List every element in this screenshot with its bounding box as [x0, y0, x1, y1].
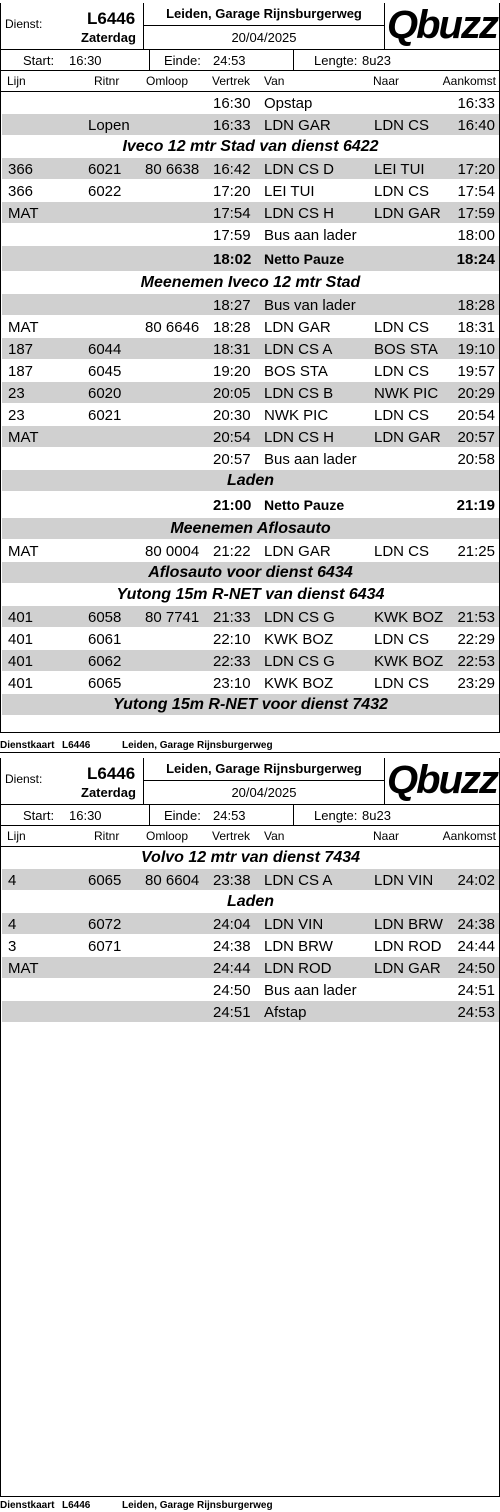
omloop-cell: 80 7741 — [145, 609, 200, 626]
naar-cell: LDN GAR — [374, 205, 441, 222]
omloop-cell: 80 0004 — [145, 543, 200, 560]
van-cell: LDN CS D — [264, 161, 335, 178]
lijn-cell: 401 — [8, 675, 34, 692]
einde-label: Einde: — [164, 808, 201, 823]
col-lijn: Lijn — [7, 829, 26, 843]
header-block — [0, 758, 500, 805]
times-bar — [0, 50, 500, 71]
section-heading: Iveco 12 mtr Stad van dienst 6422 — [122, 138, 379, 155]
ritnr-cell: 6022 — [88, 183, 122, 200]
ritnr-cell: 6062 — [88, 653, 122, 670]
vertrek-cell: 23:10 — [213, 675, 251, 692]
section-heading: Meenemen Iveco 12 mtr Stad — [140, 274, 361, 291]
trip-row — [2, 426, 499, 447]
column-headers — [0, 71, 500, 92]
lijn-cell: 187 — [8, 341, 34, 358]
trip-row — [2, 672, 499, 693]
van-cell: Netto Pauze — [264, 497, 345, 513]
aankomst-cell: 20:57 — [457, 429, 495, 446]
lijn-cell: 23 — [8, 407, 25, 424]
aankomst-cell: 24:02 — [457, 872, 495, 889]
van-cell: Bus aan lader — [264, 982, 357, 999]
aankomst-cell: 22:29 — [457, 631, 495, 648]
schedule-body — [0, 91, 500, 733]
lijn-cell: MAT — [8, 429, 39, 446]
times-bar — [0, 805, 500, 826]
vertrek-cell: 21:00 — [213, 497, 252, 514]
vertrek-cell: 24:50 — [213, 982, 251, 999]
trip-row — [2, 979, 499, 1000]
trip-row — [2, 114, 499, 135]
einde-label: Einde: — [164, 53, 201, 68]
vertrek-cell: 16:33 — [213, 117, 251, 134]
van-cell: LDN CS B — [264, 385, 334, 402]
van-cell: Bus aan lader — [264, 227, 357, 244]
vertrek-cell: 20:57 — [213, 451, 251, 468]
section-heading: Yutong 15m R-NET voor dienst 7432 — [2, 694, 499, 715]
aankomst-cell: 22:53 — [457, 653, 495, 670]
vertrek-cell: 19:20 — [213, 363, 251, 380]
van-cell: NWK PIC — [264, 407, 329, 424]
trip-row — [2, 628, 499, 649]
vertrek-cell: 21:22 — [213, 543, 251, 560]
col-ritnr: Ritnr — [94, 74, 120, 88]
lijn-cell: 3 — [8, 938, 17, 955]
aankomst-cell: 18:31 — [457, 319, 495, 336]
aankomst-cell: 20:29 — [457, 385, 495, 402]
vertrek-cell: 20:05 — [213, 385, 251, 402]
col-naar: Naar — [373, 74, 400, 88]
trip-row — [2, 158, 499, 179]
vertrek-cell: 16:30 — [213, 95, 251, 112]
dienst-label: Dienst: — [5, 772, 43, 786]
col-lijn: Lijn — [7, 74, 26, 88]
aankomst-cell: 16:33 — [457, 95, 495, 112]
lijn-cell: 187 — [8, 363, 34, 380]
van-cell: KWK BOZ — [264, 675, 334, 692]
naar-cell: LDN CS — [374, 543, 430, 560]
pause-row — [2, 246, 499, 271]
aankomst-cell: 20:54 — [457, 407, 495, 424]
lijn-cell: MAT — [8, 319, 39, 336]
lijn-cell: 4 — [8, 916, 17, 933]
aankomst-cell: 19:10 — [457, 341, 495, 358]
omloop-cell: 80 6604 — [145, 872, 200, 889]
vertrek-cell: 18:02 — [213, 251, 252, 268]
vertrek-cell: 22:33 — [213, 653, 251, 670]
lijn-cell: 401 — [8, 653, 34, 670]
van-cell: LDN VIN — [264, 916, 324, 933]
van-cell: LDN CS A — [264, 872, 333, 889]
col-aankomst: Aankomst — [442, 74, 496, 88]
aankomst-cell: 24:38 — [457, 916, 495, 933]
location-title: Leiden, Garage Rijnsburgerweg — [143, 758, 385, 781]
van-cell: LDN CS G — [264, 609, 335, 626]
section-heading: Laden — [2, 470, 499, 491]
col-vertrek: Vertrek — [212, 74, 251, 88]
lijn-cell: MAT — [8, 960, 39, 977]
aankomst-cell: 19:57 — [457, 363, 495, 380]
trip-row — [2, 935, 499, 956]
trip-row — [2, 338, 499, 359]
ritnr-cell: 6045 — [88, 363, 122, 380]
naar-cell: LDN GAR — [374, 429, 441, 446]
dienst-code: L6446 — [87, 764, 136, 783]
aankomst-cell: 24:53 — [457, 1004, 495, 1021]
aankomst-cell: 21:53 — [457, 609, 495, 626]
ritnr-cell: 6058 — [88, 609, 122, 626]
trip-row — [2, 92, 499, 113]
ritnr-cell: Lopen — [88, 117, 130, 134]
aankomst-cell: 23:29 — [457, 675, 495, 692]
omloop-cell: 80 6646 — [145, 319, 200, 336]
day-label: Zaterdag — [81, 785, 136, 800]
footer-location: Leiden, Garage Rijnsburgerweg — [122, 1500, 273, 1511]
footer-label: Dienstkaart — [0, 1500, 55, 1511]
van-cell: BOS STA — [264, 363, 328, 380]
naar-cell: LDN CS — [374, 183, 430, 200]
van-cell: LDN CS A — [264, 341, 333, 358]
lijn-cell: 366 — [8, 183, 34, 200]
ritnr-cell: 6021 — [88, 407, 122, 424]
trip-row — [2, 202, 499, 223]
van-cell: LDN CS H — [264, 205, 335, 222]
section-heading: Meenemen Aflosauto — [2, 518, 499, 539]
naar-cell: LDN CS — [374, 631, 430, 648]
section-heading: Yutong 15m R-NET van dienst 6434 — [116, 586, 385, 603]
van-cell: Netto Pauze — [264, 251, 345, 267]
trip-row — [2, 180, 499, 201]
naar-cell: LEI TUI — [374, 161, 425, 178]
trip-row — [2, 404, 499, 425]
col-aankomst: Aankomst — [442, 829, 496, 843]
naar-cell: LDN CS — [374, 363, 430, 380]
dienst-label: Dienst: — [5, 17, 43, 31]
aankomst-cell: 20:58 — [457, 451, 495, 468]
ritnr-cell: 6044 — [88, 341, 122, 358]
van-cell: LDN CS H — [264, 429, 335, 446]
trip-row — [2, 869, 499, 890]
section-heading: Volvo 12 mtr van dienst 7434 — [140, 849, 361, 866]
trip-row — [2, 224, 499, 245]
col-vertrek: Vertrek — [212, 829, 251, 843]
van-cell: Opstap — [264, 95, 313, 112]
naar-cell: BOS STA — [374, 341, 438, 358]
naar-cell: NWK PIC — [374, 385, 439, 402]
ritnr-cell: 6021 — [88, 161, 122, 178]
lengte-value: 8u23 — [362, 808, 391, 823]
ritnr-cell: 6071 — [88, 938, 122, 955]
start-label: Start: — [23, 53, 55, 68]
trip-row — [2, 382, 499, 403]
aankomst-cell: 24:50 — [457, 960, 495, 977]
naar-cell: LDN ROD — [374, 938, 442, 955]
van-cell: LDN GAR — [264, 543, 331, 560]
lengte-label: Lengte: — [314, 53, 358, 68]
column-headers — [0, 826, 500, 847]
footer-code: L6446 — [62, 1500, 91, 1511]
col-naar: Naar — [373, 829, 400, 843]
vertrek-cell: 17:59 — [213, 227, 251, 244]
footer-code: L6446 — [62, 740, 91, 751]
location-title: Leiden, Garage Rijnsburgerweg — [143, 3, 385, 26]
trip-row — [2, 913, 499, 934]
aankomst-cell: 24:51 — [457, 982, 495, 999]
vertrek-cell: 17:54 — [213, 205, 251, 222]
lijn-cell: MAT — [8, 205, 39, 222]
van-cell: LDN CS G — [264, 653, 335, 670]
lengte-label: Lengte: — [314, 808, 358, 823]
lengte-value: 8u23 — [362, 53, 391, 68]
section-heading: Laden — [226, 893, 275, 910]
vertrek-cell: 24:04 — [213, 916, 251, 933]
start-value: 16:30 — [69, 53, 102, 68]
aankomst-cell: 17:20 — [457, 161, 495, 178]
van-cell: LDN GAR — [264, 319, 331, 336]
aankomst-cell: 18:24 — [456, 251, 495, 268]
aankomst-cell: 17:54 — [457, 183, 495, 200]
lijn-cell: MAT — [8, 543, 39, 560]
vertrek-cell: 20:30 — [213, 407, 251, 424]
date-value: 20/04/2025 — [143, 781, 385, 804]
qbuzz-logo: Qbuzz — [387, 758, 497, 802]
ritnr-cell: 6061 — [88, 631, 122, 648]
van-cell: Afstap — [264, 1004, 307, 1021]
vertrek-cell: 18:28 — [213, 319, 251, 336]
lijn-cell: 4 — [8, 872, 17, 889]
aankomst-cell: 16:40 — [457, 117, 495, 134]
lijn-cell: 401 — [8, 631, 34, 648]
vertrek-cell: 17:20 — [213, 183, 251, 200]
ritnr-cell: 6072 — [88, 916, 122, 933]
vertrek-cell: 21:33 — [213, 609, 251, 626]
col-omloop: Omloop — [146, 74, 189, 88]
aankomst-cell: 18:00 — [457, 227, 495, 244]
dienst-code: L6446 — [87, 9, 136, 28]
date-value: 20/04/2025 — [143, 26, 385, 49]
naar-cell: LDN VIN — [374, 872, 434, 889]
header-block — [0, 3, 500, 50]
van-cell: LDN ROD — [264, 960, 332, 977]
lijn-cell: 23 — [8, 385, 25, 402]
trip-row — [2, 448, 499, 469]
trip-row — [2, 540, 499, 561]
vertrek-cell: 24:44 — [213, 960, 251, 977]
aankomst-cell: 24:44 — [457, 938, 495, 955]
naar-cell: LDN CS — [374, 675, 430, 692]
aankomst-cell: 21:25 — [457, 543, 495, 560]
vertrek-cell: 24:38 — [213, 938, 251, 955]
page-divider — [0, 752, 500, 753]
naar-cell: LDN BRW — [374, 916, 443, 933]
trip-row — [2, 360, 499, 381]
lijn-cell: 401 — [8, 609, 34, 626]
pause-row — [2, 492, 499, 517]
ritnr-cell: 6065 — [88, 872, 122, 889]
naar-cell: KWK BOZ — [374, 653, 444, 670]
trip-row — [2, 1001, 499, 1022]
ritnr-cell: 6020 — [88, 385, 122, 402]
col-omloop: Omloop — [146, 829, 189, 843]
naar-cell: LDN CS — [374, 407, 430, 424]
trip-row — [2, 606, 499, 627]
vertrek-cell: 16:42 — [213, 161, 251, 178]
aankomst-cell: 21:19 — [456, 497, 495, 514]
van-cell: Bus van lader — [264, 297, 356, 314]
vertrek-cell: 18:31 — [213, 341, 251, 358]
col-ritnr: Ritnr — [94, 829, 120, 843]
einde-value: 24:53 — [213, 53, 246, 68]
aankomst-cell: 17:59 — [457, 205, 495, 222]
vertrek-cell: 23:38 — [213, 872, 251, 889]
col-van: Van — [264, 829, 285, 843]
van-cell: LDN GAR — [264, 117, 331, 134]
omloop-cell: 80 6638 — [145, 161, 200, 178]
vertrek-cell: 24:51 — [213, 1004, 251, 1021]
aankomst-cell: 18:28 — [457, 297, 495, 314]
naar-cell: LDN CS — [374, 117, 430, 134]
vertrek-cell: 20:54 — [213, 429, 251, 446]
vertrek-cell: 22:10 — [213, 631, 251, 648]
day-label: Zaterdag — [81, 30, 136, 45]
lijn-cell: 366 — [8, 161, 34, 178]
start-label: Start: — [23, 808, 55, 823]
van-cell: KWK BOZ — [264, 631, 334, 648]
qbuzz-logo: Qbuzz — [387, 3, 497, 47]
schedule-body — [0, 846, 500, 1497]
trip-row — [2, 294, 499, 315]
van-cell: LEI TUI — [264, 183, 315, 200]
van-cell: LDN BRW — [264, 938, 333, 955]
footer-label: Dienstkaart — [0, 740, 55, 751]
van-cell: Bus aan lader — [264, 451, 357, 468]
col-van: Van — [264, 74, 285, 88]
section-heading: Aflosauto voor dienst 6434 — [2, 562, 499, 583]
trip-row — [2, 957, 499, 978]
trip-row — [2, 650, 499, 671]
footer-location: Leiden, Garage Rijnsburgerweg — [122, 740, 273, 751]
naar-cell: LDN GAR — [374, 960, 441, 977]
vertrek-cell: 18:27 — [213, 297, 251, 314]
naar-cell: KWK BOZ — [374, 609, 444, 626]
trip-row — [2, 316, 499, 337]
einde-value: 24:53 — [213, 808, 246, 823]
ritnr-cell: 6065 — [88, 675, 122, 692]
start-value: 16:30 — [69, 808, 102, 823]
naar-cell: LDN CS — [374, 319, 430, 336]
